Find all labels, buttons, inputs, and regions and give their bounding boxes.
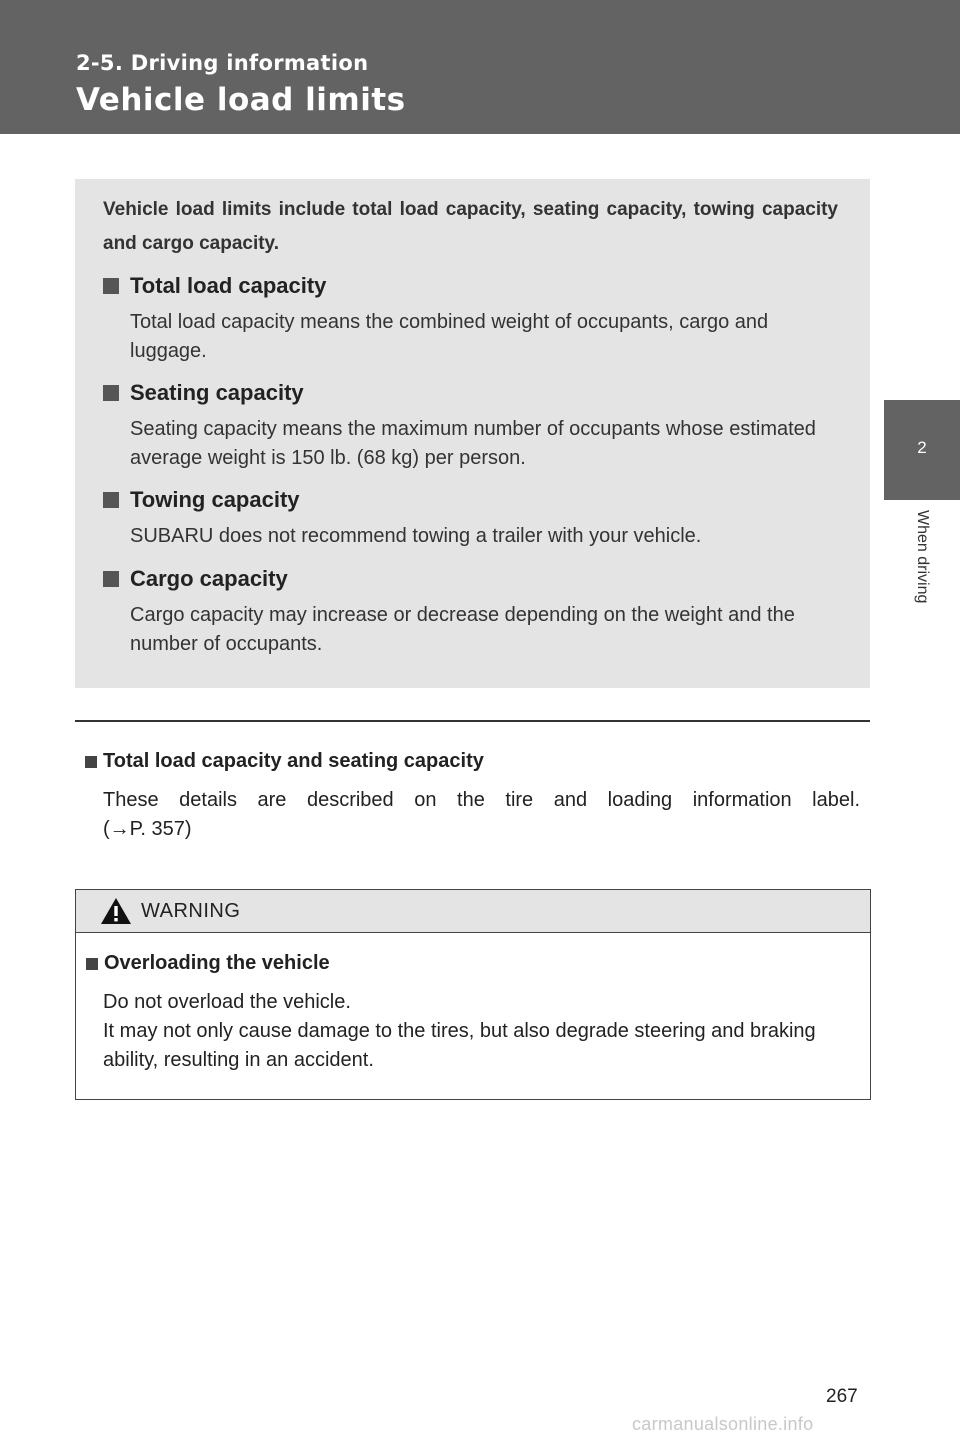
item-title: Seating capacity: [130, 380, 304, 405]
section-label: 2-5. Driving information: [76, 51, 369, 75]
page-header: [0, 0, 960, 134]
item-body: SUBARU does not recommend towing a trailer with your vehicle.: [130, 525, 702, 547]
square-bullet-icon: [86, 958, 98, 970]
item-title: Towing capacity: [130, 487, 300, 512]
item-title: Total load capacity: [130, 273, 327, 298]
warning-line-2: It may not only cause damage to the tires, but also degrade steering and braking ability, resulting in an accident.: [103, 1020, 816, 1071]
page-reference-link[interactable]: (→P. 357): [103, 818, 192, 840]
chapter-tab-label: [884, 500, 960, 660]
section-divider: [75, 720, 870, 722]
note-body: [103, 786, 860, 844]
item-towing: [103, 486, 843, 551]
warning-line-1: Do not overload the vehicle.: [103, 991, 351, 1013]
chapter-label-text: When driving: [914, 510, 931, 604]
square-bullet-icon: [103, 492, 119, 508]
watermark: carmanualsonline.info: [632, 1414, 814, 1434]
warning-header: [76, 890, 870, 933]
note-line-1: These details are described on the tire and loading information label.: [103, 789, 860, 811]
warning-triangle-icon: [100, 897, 132, 925]
item-body: Cargo capacity may increase or decrease depending on the weight and the number of occupants.: [130, 604, 795, 655]
warning-subheading: [86, 952, 330, 975]
chapter-tab-number: 2: [884, 400, 960, 500]
item-body: Seating capacity means the maximum number of occupants whose estimated average weight is 150 lb. (68 kg) per person.: [130, 418, 816, 469]
warning-box: [75, 889, 871, 1100]
intro-text: Vehicle load limits include total load capacity, seating capacity, towing capacity and cargo capacity.: [103, 199, 838, 254]
warning-label: WARNING: [141, 900, 241, 922]
page-title: Vehicle load limits: [76, 82, 406, 118]
side-margin: [884, 134, 960, 400]
item-total-load: [103, 272, 843, 366]
warning-subtitle: Overloading the vehicle: [104, 952, 330, 974]
item-seating: [103, 379, 843, 473]
square-bullet-icon: [103, 571, 119, 587]
square-bullet-icon: [103, 385, 119, 401]
warning-body: [103, 988, 863, 1075]
item-cargo: [103, 565, 843, 659]
note-heading: [85, 750, 484, 773]
note-title: Total load capacity and seating capacity: [103, 750, 484, 772]
page-number: 267: [826, 1386, 858, 1407]
square-bullet-icon: [85, 756, 97, 768]
square-bullet-icon: [103, 278, 119, 294]
item-title: Cargo capacity: [130, 566, 288, 591]
item-body: Total load capacity means the combined weight of occupants, cargo and luggage.: [130, 311, 769, 362]
